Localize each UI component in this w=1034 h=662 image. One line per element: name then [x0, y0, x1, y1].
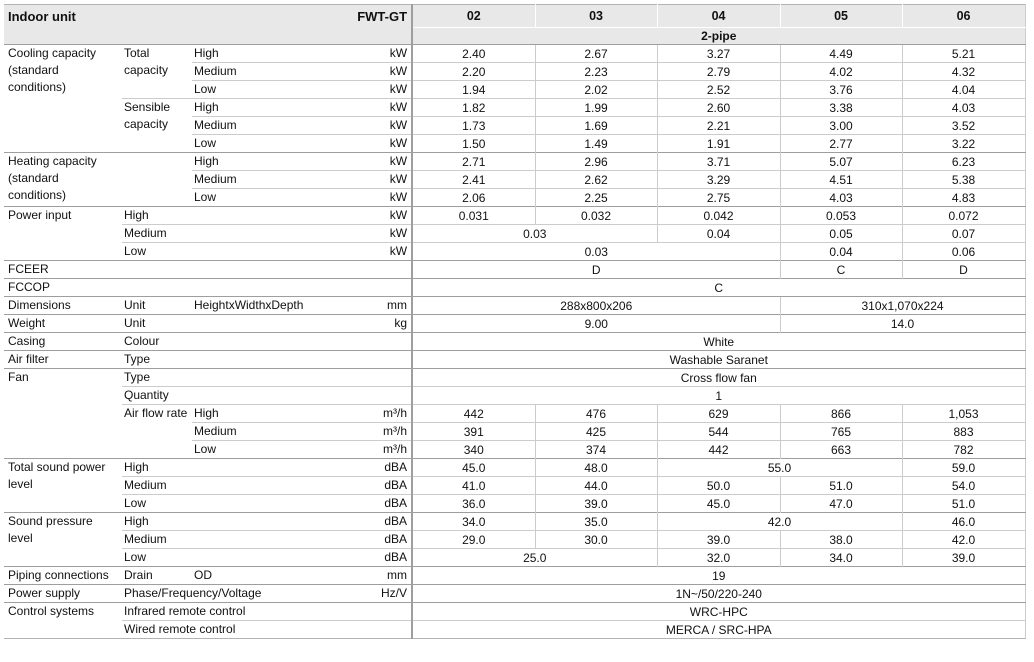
value-cell: 2.40	[412, 45, 535, 63]
page-title: Indoor unit	[8, 9, 76, 24]
label-cell: Type	[122, 369, 412, 387]
label-cell: Medium	[192, 423, 344, 441]
label-cell: kW	[344, 117, 412, 135]
value-cell: 0.032	[535, 207, 657, 225]
value-cell: 54.0	[902, 477, 1025, 495]
label-cell: Low	[122, 549, 344, 567]
value-cell: 2.79	[657, 63, 780, 81]
label-cell: kg	[344, 315, 412, 333]
value-cell: 0.03	[412, 243, 780, 261]
label-cell: Casing	[4, 333, 122, 351]
value-cell: 30.0	[535, 531, 657, 549]
column-header-05: 05	[780, 5, 902, 28]
value-cell: 2.52	[657, 81, 780, 99]
table-row	[4, 603, 1025, 621]
value-cell: 47.0	[780, 495, 902, 513]
value-cell: 765	[780, 423, 902, 441]
value-cell: 0.042	[657, 207, 780, 225]
value-cell: 1N~/50/220-240	[412, 585, 1025, 603]
value-cell: 883	[902, 423, 1025, 441]
value-cell: 2.06	[412, 189, 535, 207]
label-cell: Sound pressure level	[4, 513, 122, 567]
value-cell: 0.07	[902, 225, 1025, 243]
value-cell: 19	[412, 567, 1025, 585]
value-cell: 544	[657, 423, 780, 441]
spec-table-body	[4, 45, 1025, 639]
label-cell: Piping connections	[4, 567, 122, 585]
value-cell: 2.21	[657, 117, 780, 135]
value-cell: 391	[412, 423, 535, 441]
value-cell: 1.82	[412, 99, 535, 117]
value-cell: 3.71	[657, 153, 780, 171]
table-row	[4, 495, 1025, 513]
label-cell: Medium	[122, 531, 344, 549]
label-cell: Total sound power level	[4, 459, 122, 513]
value-cell: 34.0	[780, 549, 902, 567]
table-row	[4, 225, 1025, 243]
label-cell: FCCOP	[4, 279, 412, 297]
label-cell: dBA	[344, 477, 412, 495]
table-row	[4, 459, 1025, 477]
label-cell: dBA	[344, 459, 412, 477]
label-cell: kW	[344, 81, 412, 99]
table-row	[4, 387, 1025, 405]
label-cell: Dimensions	[4, 297, 122, 315]
value-cell: Washable Saranet	[412, 351, 1025, 369]
label-cell: Colour	[122, 333, 412, 351]
value-cell: 29.0	[412, 531, 535, 549]
label-cell: Medium	[122, 225, 344, 243]
table-row	[4, 531, 1025, 549]
table-row	[4, 45, 1025, 63]
value-cell: 340	[412, 441, 535, 459]
value-cell: White	[412, 333, 1025, 351]
value-cell: 32.0	[657, 549, 780, 567]
label-cell: Fan	[4, 369, 122, 459]
column-header-06: 06	[902, 5, 1025, 28]
label-cell: Medium	[192, 117, 344, 135]
label-cell: kW	[344, 153, 412, 171]
value-cell: 2.23	[535, 63, 657, 81]
value-cell: 4.49	[780, 45, 902, 63]
value-cell: C	[412, 279, 1025, 297]
value-cell: 1	[412, 387, 1025, 405]
value-cell: 866	[780, 405, 902, 423]
value-cell: 50.0	[657, 477, 780, 495]
label-cell: Low	[192, 441, 344, 459]
value-cell: 2.62	[535, 171, 657, 189]
table-row	[4, 621, 1025, 639]
value-cell: 35.0	[535, 513, 657, 531]
value-cell: 1.73	[412, 117, 535, 135]
label-cell: Medium	[122, 477, 344, 495]
value-cell: 0.03	[412, 225, 657, 243]
value-cell: 0.072	[902, 207, 1025, 225]
value-cell: 14.0	[780, 315, 1025, 333]
label-cell: High	[192, 99, 344, 117]
value-cell: 288x800x206	[412, 297, 780, 315]
value-cell: 25.0	[412, 549, 657, 567]
value-cell: 59.0	[902, 459, 1025, 477]
value-cell: 51.0	[780, 477, 902, 495]
label-cell: Sensible capacity	[122, 99, 192, 153]
value-cell: 45.0	[412, 459, 535, 477]
value-cell: 46.0	[902, 513, 1025, 531]
value-cell: 38.0	[780, 531, 902, 549]
label-cell: Infrared remote control	[122, 603, 412, 621]
label-cell: High	[122, 207, 344, 225]
value-cell: D	[902, 261, 1025, 279]
value-cell: 425	[535, 423, 657, 441]
label-cell: kW	[344, 243, 412, 261]
label-cell: Drain	[122, 567, 192, 585]
label-cell: HeightxWidthxDepth	[192, 297, 344, 315]
value-cell: 9.00	[412, 315, 780, 333]
label-cell: Low	[122, 495, 344, 513]
label-cell: Low	[192, 189, 344, 207]
table-row	[4, 477, 1025, 495]
value-cell: WRC-HPC	[412, 603, 1025, 621]
value-cell: 3.22	[902, 135, 1025, 153]
table-row	[4, 153, 1025, 171]
value-cell: 442	[412, 405, 535, 423]
label-cell: dBA	[344, 531, 412, 549]
table-row	[4, 351, 1025, 369]
table-row	[4, 297, 1025, 315]
value-cell: 1.50	[412, 135, 535, 153]
label-cell: High	[122, 459, 344, 477]
table-row	[4, 315, 1025, 333]
value-cell: 442	[657, 441, 780, 459]
value-cell: 55.0	[657, 459, 902, 477]
value-cell: 4.03	[902, 99, 1025, 117]
value-cell: 374	[535, 441, 657, 459]
label-cell: FCEER	[4, 261, 412, 279]
label-cell: Total capacity	[122, 45, 192, 99]
label-cell: kW	[344, 225, 412, 243]
label-cell: m³/h	[344, 405, 412, 423]
label-cell: m³/h	[344, 423, 412, 441]
label-cell: Air flow rate	[122, 405, 192, 459]
label-cell: kW	[344, 135, 412, 153]
value-cell: C	[780, 261, 902, 279]
value-cell: 4.51	[780, 171, 902, 189]
column-header-02: 02	[412, 5, 535, 28]
label-cell: mm	[344, 297, 412, 315]
label-cell: High	[192, 153, 344, 171]
table-row	[4, 207, 1025, 225]
value-cell: 2.96	[535, 153, 657, 171]
table-row	[4, 333, 1025, 351]
table-row	[4, 549, 1025, 567]
label-cell: dBA	[344, 495, 412, 513]
value-cell: 0.053	[780, 207, 902, 225]
label-cell: High	[192, 405, 344, 423]
value-cell: 2.71	[412, 153, 535, 171]
table-header	[4, 5, 1025, 45]
value-cell: 0.031	[412, 207, 535, 225]
table-row	[4, 567, 1025, 585]
model-code: FWT-GT	[357, 9, 408, 24]
label-cell: Air filter	[4, 351, 122, 369]
label-cell: dBA	[344, 549, 412, 567]
value-cell: 5.07	[780, 153, 902, 171]
label-cell: kW	[344, 45, 412, 63]
label-cell: OD	[192, 567, 344, 585]
table-row	[4, 261, 1025, 279]
value-cell: 1.49	[535, 135, 657, 153]
label-cell: kW	[344, 63, 412, 81]
value-cell: 4.02	[780, 63, 902, 81]
column-header-03: 03	[535, 5, 657, 28]
value-cell: 5.38	[902, 171, 1025, 189]
column-header-04: 04	[657, 5, 780, 28]
label-cell: Medium	[192, 171, 344, 189]
label-cell: Low	[192, 135, 344, 153]
table-row	[4, 369, 1025, 387]
table-row	[4, 405, 1025, 423]
value-cell: 39.0	[535, 495, 657, 513]
table-title-cell	[4, 5, 412, 45]
label-cell: Hz/V	[344, 585, 412, 603]
label-cell: kW	[344, 171, 412, 189]
value-cell: 45.0	[657, 495, 780, 513]
value-cell: 0.04	[657, 225, 780, 243]
label-cell: Control systems	[4, 603, 122, 639]
value-cell: 48.0	[535, 459, 657, 477]
label-cell: m³/h	[344, 441, 412, 459]
value-cell: 5.21	[902, 45, 1025, 63]
value-cell: 3.76	[780, 81, 902, 99]
value-cell: 3.29	[657, 171, 780, 189]
value-cell: 1.94	[412, 81, 535, 99]
value-cell: 2.60	[657, 99, 780, 117]
label-cell: Unit	[122, 297, 192, 315]
label-cell: mm	[344, 567, 412, 585]
value-cell: 6.23	[902, 153, 1025, 171]
value-cell: 3.27	[657, 45, 780, 63]
label-cell: kW	[344, 99, 412, 117]
label-cell: Power supply	[4, 585, 122, 603]
label-cell: Cooling capacity (standard conditions)	[4, 45, 122, 153]
value-cell: 4.04	[902, 81, 1025, 99]
label-cell	[192, 315, 344, 333]
pipe-system-header: 2-pipe	[412, 28, 1025, 45]
value-cell: 2.75	[657, 189, 780, 207]
value-cell: 3.00	[780, 117, 902, 135]
label-cell: dBA	[344, 513, 412, 531]
label-cell: Heating capacity (standard conditions)	[4, 153, 122, 207]
label-cell: Phase/Frequency/Voltage	[122, 585, 344, 603]
value-cell: 2.20	[412, 63, 535, 81]
value-cell: 44.0	[535, 477, 657, 495]
label-cell: Low	[192, 81, 344, 99]
value-cell: 2.77	[780, 135, 902, 153]
table-row	[4, 279, 1025, 297]
label-cell: Power input	[4, 207, 122, 261]
label-cell: Wired remote control	[122, 621, 412, 639]
value-cell: 2.25	[535, 189, 657, 207]
value-cell: 41.0	[412, 477, 535, 495]
label-cell: Weight	[4, 315, 122, 333]
spec-table	[4, 4, 1026, 639]
value-cell: 1.91	[657, 135, 780, 153]
value-cell: 36.0	[412, 495, 535, 513]
label-cell: Medium	[192, 63, 344, 81]
label-cell: Quantity	[122, 387, 412, 405]
value-cell: 2.41	[412, 171, 535, 189]
table-row	[4, 513, 1025, 531]
label-cell: Type	[122, 351, 412, 369]
label-cell: Low	[122, 243, 344, 261]
label-cell: High	[192, 45, 344, 63]
value-cell: 629	[657, 405, 780, 423]
label-cell	[122, 153, 192, 207]
value-cell: 42.0	[902, 531, 1025, 549]
value-cell: 51.0	[902, 495, 1025, 513]
value-cell: 663	[780, 441, 902, 459]
value-cell: 2.02	[535, 81, 657, 99]
value-cell: 34.0	[412, 513, 535, 531]
label-cell: kW	[344, 207, 412, 225]
value-cell: Cross flow fan	[412, 369, 1025, 387]
value-cell: 3.52	[902, 117, 1025, 135]
label-cell: Unit	[122, 315, 192, 333]
label-cell: kW	[344, 189, 412, 207]
value-cell: 4.83	[902, 189, 1025, 207]
value-cell: 1,053	[902, 405, 1025, 423]
value-cell: 0.04	[780, 243, 902, 261]
value-cell: 39.0	[902, 549, 1025, 567]
table-row	[4, 99, 1025, 117]
value-cell: 39.0	[657, 531, 780, 549]
table-row	[4, 585, 1025, 603]
value-cell: 0.05	[780, 225, 902, 243]
value-cell: 1.69	[535, 117, 657, 135]
value-cell: 782	[902, 441, 1025, 459]
value-cell: 2.67	[535, 45, 657, 63]
table-row	[4, 243, 1025, 261]
value-cell: 1.99	[535, 99, 657, 117]
value-cell: 42.0	[657, 513, 902, 531]
label-cell: High	[122, 513, 344, 531]
value-cell: 0.06	[902, 243, 1025, 261]
value-cell: 4.03	[780, 189, 902, 207]
value-cell: 4.32	[902, 63, 1025, 81]
value-cell: 476	[535, 405, 657, 423]
value-cell: D	[412, 261, 780, 279]
value-cell: 3.38	[780, 99, 902, 117]
value-cell: 310x1,070x224	[780, 297, 1025, 315]
value-cell: MERCA / SRC-HPA	[412, 621, 1025, 639]
